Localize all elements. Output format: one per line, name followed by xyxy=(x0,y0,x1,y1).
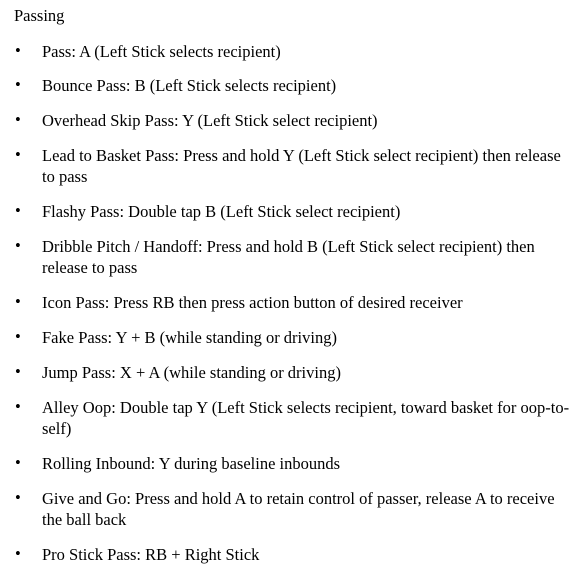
section-heading: Passing xyxy=(14,6,65,25)
bullet-icon: • xyxy=(15,292,21,311)
bullet-icon: • xyxy=(15,327,21,346)
list-item-text: Rolling Inbound: Y during baseline inbounds xyxy=(42,454,341,473)
bullet-icon: • xyxy=(15,75,21,94)
bullet-icon: • xyxy=(15,488,21,507)
list-item-text: Icon Pass: Press RB then press action button of desired receiver xyxy=(42,293,463,312)
bullet-icon: • xyxy=(15,41,21,60)
list-item-text: Flashy Pass: Double tap B (Left Stick select recipient) xyxy=(42,202,401,221)
list-item-text: Jump Pass: X + A (while standing or driving) xyxy=(42,363,341,382)
bullet-icon: • xyxy=(15,453,21,472)
list-item-text: Lead to Basket Pass: Press and hold Y (Left Stick select recipient) then release to pass xyxy=(42,146,561,186)
list-item-text: Overhead Skip Pass: Y (Left Stick select recipient) xyxy=(42,111,378,130)
bullet-icon: • xyxy=(15,201,21,220)
bullet-icon: • xyxy=(15,544,21,563)
list-item-text: Fake Pass: Y + B (while standing or driving) xyxy=(42,328,337,347)
bullet-icon: • xyxy=(15,362,21,381)
bullet-icon: • xyxy=(15,236,21,255)
list-item-text: Pass: A (Left Stick selects recipient) xyxy=(42,42,281,61)
bullet-icon: • xyxy=(15,110,21,129)
list-item-text: Bounce Pass: B (Left Stick selects recipient) xyxy=(42,76,337,95)
list-item-text: Give and Go: Press and hold A to retain control of passer, release A to receive the ball back xyxy=(42,489,555,529)
list-item-text: Alley Oop: Double tap Y (Left Stick selects recipient, toward basket for oop-to-self) xyxy=(42,398,570,438)
list-item-text: Pro Stick Pass: RB + Right Stick xyxy=(42,545,260,564)
bullet-icon: • xyxy=(15,397,21,416)
bullet-icon: • xyxy=(15,145,21,164)
list-item-text: Dribble Pitch / Handoff: Press and hold B (Left Stick select recipient) then release to pass xyxy=(42,237,535,277)
